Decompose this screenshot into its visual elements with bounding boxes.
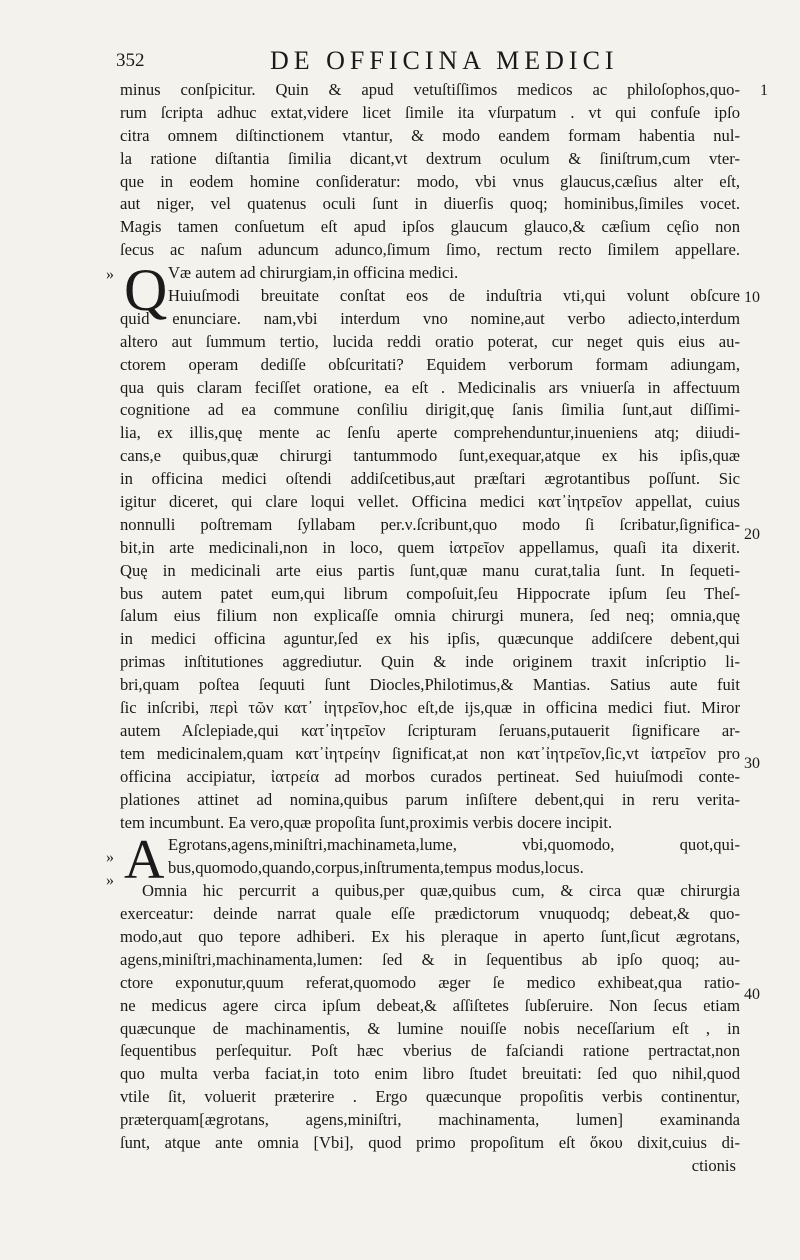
text-line: ctorem operam dediſſe obſcuritati? Equidem verborum formam adiungam, bbox=[120, 354, 740, 374]
text-line: modo,aut quo tepore adhiberi. Ex his pleraque in aperto ſunt,ſicut ægrotans, bbox=[120, 926, 740, 946]
body-text bbox=[120, 79, 740, 1178]
text-line: quo multa verba faciat,in toto enim libro ſtudet breuitati: ſed quo nihil,quod bbox=[120, 1064, 740, 1084]
text-line: que in eodem homine conſideratur: modo, vbi vnus glaucus,cæſius alter eſt, bbox=[120, 171, 740, 191]
text-line: altero aut ſummum tertio, lucida reddi oratio poterat, cur neget quis eius au- bbox=[120, 331, 740, 351]
text-line: bri,quam poſtea ſequuti ſunt Diocles,Philotimus,& Mantias. Satius aute fuit bbox=[120, 675, 740, 695]
text-line: lia, ex illis,quę mente ac ſenſu aperte comprehenduntur,inueniens atq; diiudi- bbox=[120, 423, 740, 443]
text-line: Omnia hic percurrit a quibus,per quæ,quibus cum, & circa quæ chirurgia bbox=[142, 881, 740, 901]
running-head: DE OFFICINA MEDICI bbox=[270, 46, 619, 75]
text-line: igitur diceret, qui clare loqui vellet. Officina medici κατ᾽ἰητρεῖον appellat, cuius bbox=[120, 492, 740, 512]
lemma-line: Egrotans,agens,miniſtri,machinameta,lume, vbi,quomodo, quot,qui- bbox=[168, 835, 740, 855]
line-number: 40 bbox=[744, 986, 760, 1003]
text-line: aut niger, vel quatenus oculi ſunt in diuerſis quoq; hominibus,ſimiles vocet. bbox=[120, 194, 740, 214]
text-line: minus conſpicitur. Quin & apud vetuſtiſſimos medicos ac philoſophos,quo- bbox=[120, 80, 740, 99]
text-line: ſequentibus perſequitur. Poſt hæc vberius de faſciandi ratione pertractat,non bbox=[120, 1041, 740, 1061]
text-line: vtile ſit, voluerit præterire . Ergo quæcunque propoſitis verbis continentur, bbox=[120, 1087, 740, 1107]
text-line: ſecus ac naſum aduncum adunco,ſimum ſimo, rectum recto ſimilem appellare. bbox=[120, 240, 740, 260]
text-line: tem medicinalem,quam κατ᾽ἰητρείην ſignificat,at non κατ᾽ἰητρεῖον,ſic,vt ἰατρεῖον pro bbox=[120, 743, 740, 763]
lemma-line: bus,quomodo,quando,corpus,inſtrumenta,tempus modus,locus. bbox=[168, 858, 584, 878]
text-line: quid enunciare. nam,vbi interdum vno nomine,aut verbo adiecto,interdum bbox=[120, 308, 740, 328]
text-line: la ratione diſtantia ſimilia dicant,vt dextrum oculum & ſiniſtrum,cum vter- bbox=[120, 148, 740, 168]
text-line: ctore exponutur,quum referat,quomodo æger ſe medico exhibeat,qua ratio- bbox=[120, 972, 740, 992]
text-line: in officina medici oſtendi addiſcetibus,aut præſtari ægrotantibus poſſunt. Sic bbox=[120, 469, 740, 489]
text-line: præterquam[ægrotans, agens,miniſtri, machinamenta, lumen] examinanda bbox=[120, 1110, 740, 1130]
quote-mark: » bbox=[106, 872, 114, 889]
text-line: agens,miniſtri,machinamenta,lumen: ſed & in ſequentibus ab ipſo quoq; au- bbox=[120, 949, 740, 969]
text-line: ſic inſcribi, περὶ τῶν κατ᾽ ἰητρεῖον,hoc eſt,de ijs,quæ in officina medici fiut. Miror bbox=[120, 698, 740, 718]
text-line: in medici officina aguntur,ſed ex his ipſis, quæcunque addiſcere debent,qui bbox=[120, 629, 740, 649]
text-line: Magis tamen conſuetum eſt apud ipſos glaucum glauco,& cæſium cęſio non bbox=[120, 217, 740, 237]
page-number: 352 bbox=[116, 50, 145, 71]
text-line: qua quis claram feciſſet oratione, ea eſt . Medicinalis ars vniuerſa in affectuum bbox=[120, 377, 740, 397]
text-line: citra omnem diſtinctionem vtantur, & modo eandem formam habentia nul- bbox=[120, 125, 740, 145]
text-line: autem Aſclepiade,qui κατ᾽ἰητρεῖον ſcripturam ſeruans,putauerit ſignificare ar- bbox=[120, 720, 740, 740]
text-line: bit,in arte medicinali,non in loco, quem ἰατρεῖον appellamus, quaſi ita dixerit. bbox=[120, 537, 740, 557]
text-line: primas inſtitutiones aggrediutur. Quin & inde originem traxit inſcriptio li- bbox=[120, 652, 740, 672]
drop-cap: A bbox=[124, 829, 165, 892]
text-line: ſalum eius filium non explicaſſe omnia chirurgi munera, ſed neq; omnia,quę bbox=[120, 606, 740, 626]
text-line: officina accipiatur, ἰατρεία ad morbos curados pertineat. Sed huiuſmodi conte- bbox=[120, 766, 740, 786]
text-line: plationes attinet ad nomina,quibus parum inſiſtere debent,qui in reru verita- bbox=[120, 789, 740, 809]
text-line: quæcunque de machinamentis, & lumine nouiſſe nobis neceſſarium eſt , in bbox=[120, 1018, 740, 1038]
text-line: bus autem patet eum,qui librum compoſuit,ſeu Hippocrate ipſum ſeu Theſ- bbox=[120, 583, 740, 603]
quote-mark: » bbox=[106, 266, 114, 283]
line-number: 20 bbox=[744, 526, 760, 543]
text-line: exerceatur: deinde narrat quale eſſe prædictorum vnuquodq; debeat,& quo- bbox=[120, 904, 740, 924]
text-line: ſunt, atque ante omnia [Vbi], quod primo propoſitum eſt ὅκου dixit,cuius di- bbox=[120, 1132, 740, 1152]
text-line: ne medicus agere circa ipſum debeat,& aſſiſtetes ſubſeruire. Non ſecus etiam bbox=[120, 995, 740, 1015]
text-line: rum ſcripta adhuc extat,videre licet ſimile ita vſurpatum . vt qui confuſe ipſo bbox=[120, 102, 740, 122]
drop-cap: Q bbox=[124, 257, 168, 324]
text-line: tem incumbunt. Ea vero,quæ propoſita ſunt,proximis verbis docere incipit. bbox=[120, 812, 613, 832]
line-number: 10 bbox=[744, 289, 760, 306]
quote-mark: » bbox=[106, 849, 114, 866]
text-line: nonnulli poſtremam ſyllabam per.ν.ſcribunt,quo modo ſi ſcribatur,ſignifica- bbox=[120, 514, 740, 534]
lemma-line: Væ autem ad chirurgiam,in officina medici. bbox=[168, 263, 459, 283]
catchword: ctionis bbox=[691, 1155, 736, 1175]
line-number: 1 bbox=[760, 82, 768, 99]
text-line: cans,e quibus,quæ chirurgi tantummodo ſunt,exequar,atque ex his ipſis,quæ bbox=[120, 446, 740, 466]
text-line: Huiuſmodi breuitate conſtat eos de induſtria vti,qui volunt obſcure bbox=[168, 286, 740, 306]
line-number: 30 bbox=[744, 755, 760, 772]
text-line: Quę in medicinali arte eius partis ſunt,quæ manu curat,talia ſunt. In ſequeti- bbox=[120, 560, 740, 580]
text-line: cognitione ad ea commune conſiliu dirigit,quę ſanis ſimilia ſunt,aut diſſimi- bbox=[120, 400, 740, 420]
